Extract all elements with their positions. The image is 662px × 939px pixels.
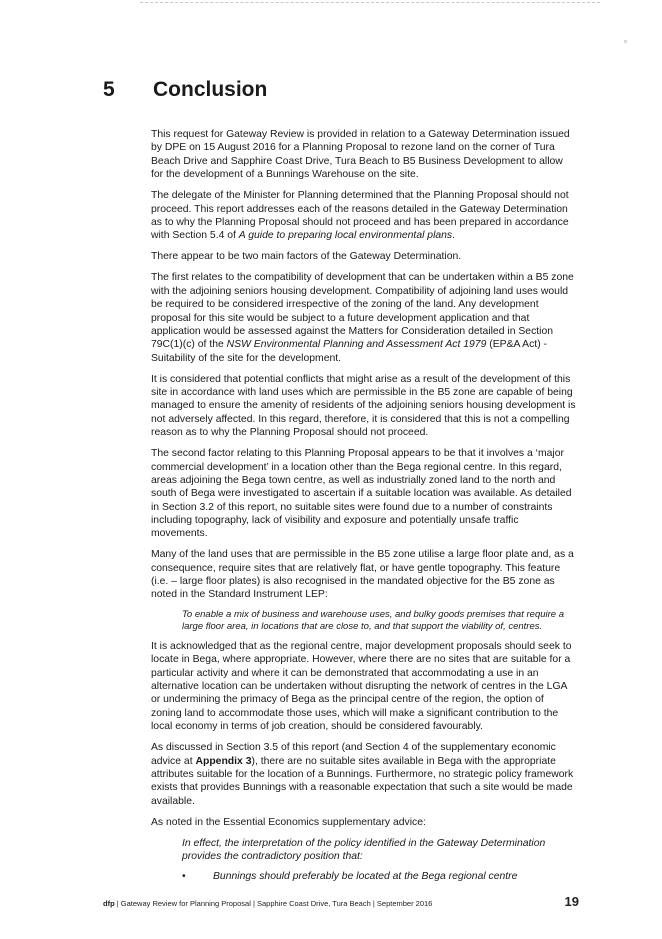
paragraph: This request for Gateway Review is provided in relation to a Gateway Determination issued by DPE on 15 August 2016 for a Planning Proposal to rezone land on the corner of Tura Beach Drive and Sapphire Coast Drive, Tura Beach to B5 Business Development to allow for the development of a Bunnings Warehouse on the site.: [151, 129, 570, 181]
block-quote: In effect, the interpretation of the policy identified in the Gateway Determination provides the contradictory position that:: [182, 837, 546, 863]
paragraph: The delegate of the Minister for Planning determined that the Planning Proposal should not proceed. This report addresses each of the reasons detailed in the Gateway Determination as to why the Planning Proposal should not proceed and has been prepared in accordance with Section 5.4 of A guide to preparing local environmental plans.: [151, 190, 569, 242]
footer-text: dfp | Gateway Review for Planning Proposal | Sapphire Coast Drive, Tura Beach | September 2016: [103, 899, 433, 908]
block-quote: To enable a mix of business and warehouse uses, and bulky goods premises that require a large floor area, in locations that are close to, and that support the viability of, centres.: [182, 608, 564, 632]
paragraph: There appear to be two main factors of the Gateway Determination.: [151, 251, 462, 263]
section-number: 5: [103, 78, 115, 101]
appendix-ref: Appendix 3: [195, 755, 252, 767]
footer-brand: dfp: [103, 899, 115, 908]
paragraph: It is considered that potential conflicts that might arise as a result of the development of this site in accordance with land uses which are permissible in the B5 zone are capable of being managed to ensure the amenity of residents of the adjoining seniors housing development is not adversely affected. In this regard, therefore, it is considered that this is not a compelling reason as to why the Planning Proposal should not proceed.: [151, 373, 576, 439]
top-scan-rule: [140, 2, 600, 3]
bullet-item: • Bunnings should preferably be located at the Bega regional centre: [182, 870, 518, 882]
paragraph: The first relates to the compatibility of development that can be undertaken within a B5 zone with the adjoining seniors housing development. Compatibility of adjoining land uses would be required to be considered irrespective of the zoning of the land. Any development proposal for this site would be subject to a future development application and that application would be assessed against the Matters for Consideration detailed in Section 79C(1)(c) of the NSW Environmental Planning and Assessment Act 1979 (EP&A Act) - Suitability of the site for the development.: [151, 272, 574, 364]
paragraph: As noted in the Essential Economics supplementary advice:: [151, 816, 426, 828]
scan-mark: [624, 40, 627, 43]
bullet-icon: •: [182, 870, 186, 882]
act-title: NSW Environmental Planning and Assessment Act 1979: [226, 339, 487, 351]
paragraph: It is acknowledged that as the regional centre, major development proposals should seek to locate in Bega, where appropriate. However, where there are no sites that are suitable for a particular activity and where it can be demonstrated that accommodating a use in an alternative location can be undertaken without disrupting the network of centres in the LGA or undermining the primacy of Bega as the principal centre of the region, the option of zoning land to accommodate those uses, which will make a significant contribution to the local economy in terms of job creation, should be considered favourably.: [151, 640, 572, 733]
paragraph: The second factor relating to this Planning Proposal appears to be that it involves a ‘major commercial development’ in a location other than the Bega regional centre. In this regard, areas adjoining the Bega town centre, as well as industrially zoned land to the north and south of Bega were investigated to ascertain if a suitable location was available. As detailed in Section 3.2 of this report, no suitable sites were found due to a number of constraints including topography, lack of visibility and exposure and potentially unsafe traffic movements.: [151, 448, 572, 540]
section-title: Conclusion: [153, 78, 268, 101]
page-number: 19: [564, 894, 579, 909]
body-text: [151, 128, 576, 891]
paragraph: As discussed in Section 3.5 of this report (and Section 4 of the supplementary economic advice at Appendix 3), there are no suitable sites available in Bega with the appropriate attributes suitable for the location of a Bunnings. Furthermore, no strategic policy framework exists that provides Bunnings with a reasonable expectation that such a site would be made available.: [151, 742, 574, 807]
guide-title: A guide to preparing local environmental plans: [238, 230, 453, 242]
paragraph: Many of the land uses that are permissible in the B5 zone utilise a large floor plate and, as a consequence, require sites that are relatively flat, or have gentle topography. This feature (i.e. – large floor plates) is also recognised in the mandated objective for the B5 zone as noted in the Standard Instrument LEP:: [151, 549, 574, 601]
